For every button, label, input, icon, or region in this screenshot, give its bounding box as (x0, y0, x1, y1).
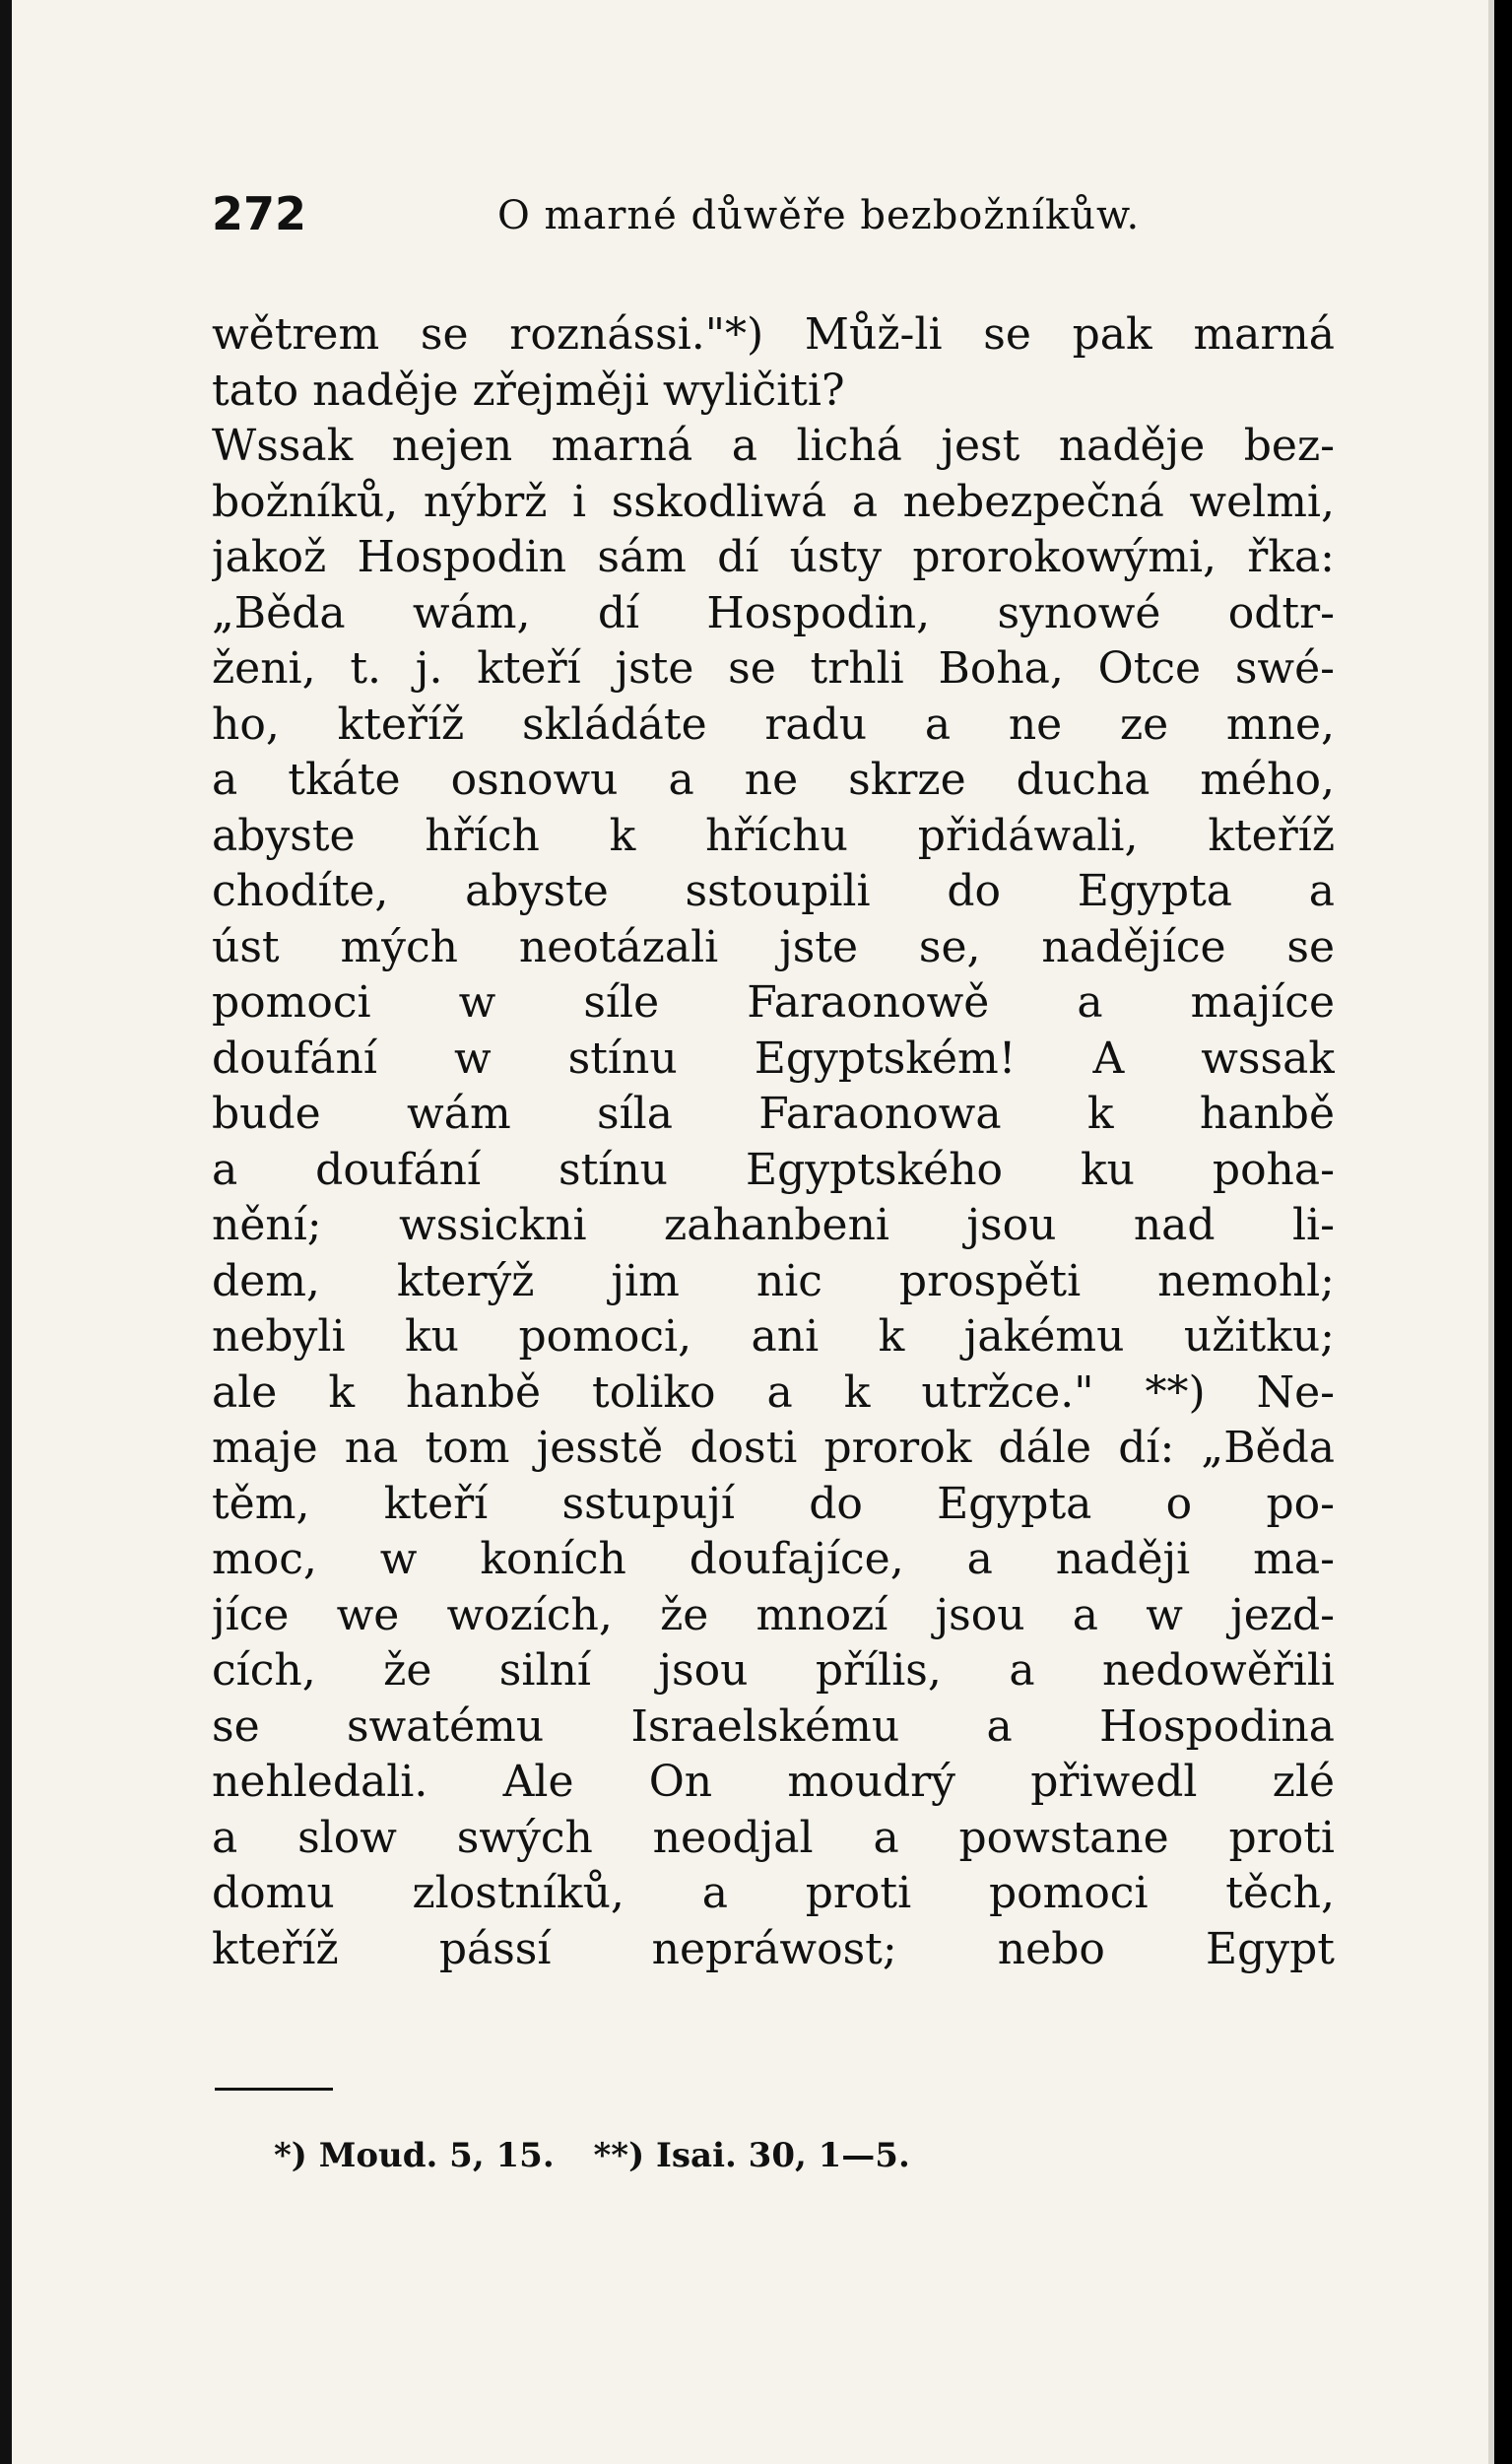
text-line: dem, kterýž jim nic prospěti nemohl; (212, 1255, 1335, 1306)
page-header (212, 187, 1335, 256)
footnote-2: **) Isai. 30, 1—5. (593, 2136, 910, 2175)
page-number: 272 (212, 187, 307, 240)
text-line: ženi, t. j. kteří jste se trhli Boha, Otce swé- (212, 643, 1335, 694)
text-line: ho, kteříž skládáte radu a ne ze mne, (212, 699, 1335, 750)
footnote-divider (215, 2088, 333, 2091)
text-line: wětrem se roznássi."*) Můž-li se pak marná (212, 309, 1335, 360)
text-line: ale k hanbě toliko a k utržce." **) Ne- (212, 1366, 1335, 1418)
text-line: nění; wssickni zahanbeni jsou nad li- (212, 1200, 1335, 1250)
footnote-1: *) Moud. 5, 15. (274, 2136, 555, 2175)
text-line: a doufání stínu Egyptského ku poha- (212, 1144, 1335, 1195)
running-head: O marné důwěře bezbožníkůw. (497, 193, 1141, 238)
text-line: úst mých neotázali jste se, nadějíce se (212, 921, 1335, 972)
text-line: cích, že silní jsou přílis, a nedowěřili (212, 1645, 1335, 1696)
text-line: kteříž pássí nepráwost; nebo Egypt (212, 1923, 1335, 1974)
text-line: moc, w koních doufajíce, a naději ma- (212, 1534, 1335, 1584)
text-line: a slow swých neodjal a powstane proti (212, 1812, 1335, 1863)
text-line: nehledali. Ale On moudrý přiwedl zlé (212, 1757, 1335, 1807)
text-line: jíce we wozích, že mnozí jsou a w jezd- (212, 1589, 1335, 1640)
text-line: tato naděje zřejměji wyličiti? (212, 365, 845, 416)
body-text (212, 307, 1335, 1977)
text-line: se swatému Israelskému a Hospodina (212, 1700, 1335, 1752)
text-line: domu zlostníků, a proti pomoci těch, (212, 1868, 1335, 1918)
text-line: „Běda wám, dí Hospodin, synowé odtr- (212, 587, 1335, 638)
text-line: pomoci w síle Faraonowě a majíce (212, 977, 1335, 1028)
book-spine-edge (0, 0, 12, 2464)
text-line: maje na tom jesstě dosti prorok dále dí: „Běda (212, 1423, 1335, 1473)
footnotes (274, 2136, 938, 2175)
text-line: chodíte, abyste sstoupili do Egypta a (212, 866, 1335, 916)
text-line: a tkáte osnowu a ne skrze ducha mého, (212, 755, 1335, 805)
text-line: doufání w stínu Egyptském! A wssak (212, 1032, 1335, 1084)
text-line: jakož Hospodin sám dí ústy prorokowými, řka: (212, 532, 1335, 582)
text-line: božníků, nýbrž i sskodliwá a nebezpečná welmi, (212, 476, 1335, 527)
text-line: těm, kteří sstupují do Egypta o po- (212, 1478, 1335, 1529)
text-line: abyste hřích k hříchu přidáwali, kteříž (212, 810, 1335, 861)
text-line: bude wám síla Faraonowa k hanbě (212, 1089, 1335, 1139)
text-line: nebyli ku pomoci, ani k jakému užitku; (212, 1311, 1335, 1362)
text-line: Wssak nejen marná a lichá jest naděje bez- (212, 421, 1335, 471)
